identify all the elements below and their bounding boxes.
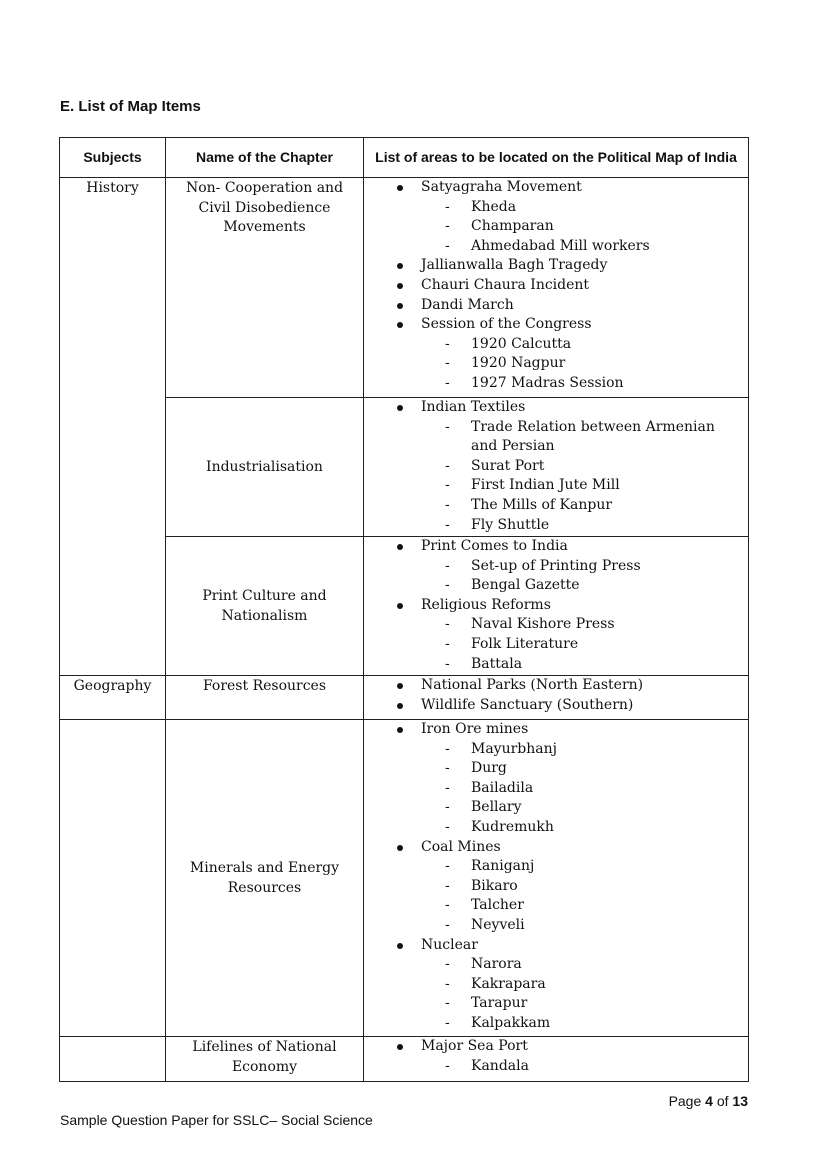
sub-item	[445, 217, 740, 237]
page-current: 4	[705, 1093, 713, 1109]
list-item	[364, 178, 748, 256]
list-item	[364, 315, 748, 393]
dash-icon: -	[445, 897, 450, 914]
sub-item-label: Narora	[471, 956, 522, 973]
dash-icon: -	[445, 916, 450, 933]
item-label: Print Comes to India	[421, 538, 568, 554]
header-areas: List of areas to be located on the Political Map of India	[364, 138, 749, 178]
list-item	[364, 398, 748, 535]
subject-cell: Geography	[60, 676, 166, 720]
sub-item	[445, 237, 740, 257]
list-item	[364, 838, 748, 936]
chapter-cell: Print Culture and Nationalism	[166, 537, 364, 676]
sub-item	[445, 335, 740, 355]
sub-item-label: Folk Literature	[471, 635, 579, 652]
bullet-icon	[397, 603, 403, 609]
sub-item	[445, 418, 740, 457]
list-item	[364, 596, 748, 674]
sub-item-label: Naval Kishore Press	[471, 616, 615, 633]
bullet-icon	[397, 943, 403, 949]
sub-item	[445, 576, 740, 596]
sub-item	[445, 955, 740, 975]
dash-icon: -	[445, 457, 450, 474]
subject-cell	[60, 720, 166, 1037]
list-item	[364, 936, 748, 1034]
item-label: Chauri Chaura Incident	[421, 276, 590, 293]
bullet-icon	[397, 703, 403, 709]
sub-item-label: 1920 Calcutta	[471, 335, 572, 352]
dash-icon: -	[445, 418, 450, 435]
sub-item	[445, 916, 740, 936]
sub-item	[445, 374, 740, 394]
dash-icon: -	[445, 655, 450, 672]
sub-item-label: Durg	[471, 760, 507, 777]
bullet-icon	[397, 263, 403, 269]
bullet-icon	[397, 405, 403, 411]
sub-item	[445, 198, 740, 218]
item-label: Satyagraha Movement	[421, 179, 582, 195]
sub-item	[445, 896, 740, 916]
item-label: Religious Reforms	[421, 596, 551, 613]
header-subjects: Subjects	[60, 138, 166, 178]
sub-item	[445, 496, 740, 516]
list-item	[364, 676, 748, 696]
sub-item	[445, 975, 740, 995]
areas-cell	[364, 720, 749, 1037]
dash-icon: -	[445, 1014, 450, 1031]
subject-cell: History	[60, 178, 166, 676]
areas-cell	[364, 1037, 749, 1082]
dash-icon: -	[445, 374, 450, 391]
sub-item-label: Talcher	[471, 897, 524, 914]
table-row	[60, 178, 749, 398]
sub-item-label: The Mills of Kanpur	[471, 496, 613, 513]
sub-item	[445, 759, 740, 779]
dash-icon: -	[445, 237, 450, 254]
dash-icon: -	[445, 877, 450, 894]
bullet-icon	[397, 544, 403, 550]
areas-cell	[364, 537, 749, 676]
list-item	[364, 696, 748, 716]
sub-item	[445, 740, 740, 760]
dash-icon: -	[445, 557, 450, 574]
dash-icon: -	[445, 779, 450, 796]
sub-item	[445, 354, 740, 374]
sub-item-label: Neyveli	[471, 916, 525, 933]
dash-icon: -	[445, 975, 450, 992]
areas-cell	[364, 676, 749, 720]
dash-icon: -	[445, 355, 450, 372]
map-items-table	[59, 137, 749, 1082]
dash-icon: -	[445, 218, 450, 235]
chapter-cell: Forest Resources	[166, 676, 364, 720]
sub-item	[445, 635, 740, 655]
sub-item	[445, 615, 740, 635]
table-row	[60, 1037, 749, 1082]
sub-item-label: 1920 Nagpur	[471, 355, 566, 372]
bullet-icon	[397, 303, 403, 309]
areas-cell	[364, 178, 749, 398]
sub-item	[445, 818, 740, 838]
dash-icon: -	[445, 635, 450, 652]
bullet-icon	[397, 683, 403, 689]
page-total: 13	[732, 1093, 748, 1109]
sub-item-label: Battala	[471, 655, 523, 672]
item-label: Wildlife Sanctuary (Southern)	[421, 696, 634, 713]
sub-item	[445, 1057, 740, 1077]
page-number: Page 4 of 13	[668, 1093, 748, 1109]
bullet-icon	[397, 845, 403, 851]
list-item	[364, 296, 748, 316]
sub-item-label: Raniganj	[471, 858, 535, 875]
areas-cell	[364, 398, 749, 537]
chapter-cell: Lifelines of National Economy	[166, 1037, 364, 1082]
dash-icon: -	[445, 577, 450, 594]
dash-icon: -	[445, 516, 450, 533]
sub-item-label: Champaran	[471, 218, 554, 235]
item-label: Nuclear	[421, 936, 478, 953]
item-label: Session of the Congress	[421, 316, 592, 333]
sub-item-label: Kudremukh	[471, 818, 554, 835]
bullet-icon	[397, 283, 403, 289]
sub-item-label: Bengal Gazette	[471, 577, 580, 594]
list-item	[364, 276, 748, 296]
sub-item-label: 1927 Madras Session	[471, 374, 624, 391]
sub-item-label: First Indian Jute Mill	[471, 477, 620, 494]
dash-icon: -	[445, 616, 450, 633]
dash-icon: -	[445, 198, 450, 215]
dash-icon: -	[445, 858, 450, 875]
item-label: Jallianwalla Bagh Tragedy	[421, 257, 608, 274]
dash-icon: -	[445, 477, 450, 494]
chapter-cell: Minerals and Energy Resources	[166, 720, 364, 1037]
item-label: Indian Textiles	[421, 399, 526, 415]
sub-item	[445, 798, 740, 818]
paper-title: Sample Question Paper for SSLC– Social Science	[60, 1112, 373, 1128]
list-item	[364, 720, 748, 838]
table-header-row	[60, 138, 749, 178]
sub-item-label: Fly Shuttle	[471, 516, 550, 533]
sub-item-label: Kalpakkam	[471, 1014, 551, 1031]
chapter-cell: Non- Cooperation and Civil Disobedience Movements	[166, 178, 364, 398]
bullet-icon	[397, 727, 403, 733]
bullet-icon	[397, 185, 403, 191]
sub-item-label: Kheda	[471, 198, 517, 215]
dash-icon: -	[445, 995, 450, 1012]
sub-item	[445, 1014, 740, 1034]
dash-icon: -	[445, 799, 450, 816]
sub-item-label: Tarapur	[471, 995, 528, 1012]
dash-icon: -	[445, 760, 450, 777]
dash-icon: -	[445, 335, 450, 352]
sub-item	[445, 779, 740, 799]
item-label: Major Sea Port	[421, 1038, 528, 1054]
sub-item-label: Kakrapara	[471, 975, 546, 992]
sub-item-label: Bellary	[471, 799, 522, 816]
bullet-icon	[397, 322, 403, 328]
table-row	[60, 676, 749, 720]
sub-item-label: Set-up of Printing Press	[471, 557, 641, 574]
list-item	[364, 1037, 748, 1076]
item-label: Coal Mines	[421, 838, 501, 855]
sub-item	[445, 557, 740, 577]
sub-item	[445, 857, 740, 877]
sub-item	[445, 476, 740, 496]
sub-item-label: Bikaro	[471, 877, 518, 894]
sub-item	[445, 457, 740, 477]
sub-item	[445, 877, 740, 897]
sub-item-label: Bailadila	[471, 779, 534, 796]
sub-item	[445, 655, 740, 675]
item-label: National Parks (North Eastern)	[421, 677, 644, 693]
chapter-cell: Industrialisation	[166, 398, 364, 537]
sub-item-label: Kandala	[471, 1057, 529, 1074]
sub-item-label: Mayurbhanj	[471, 740, 557, 757]
table-row	[60, 720, 749, 1037]
header-chapter: Name of the Chapter	[166, 138, 364, 178]
dash-icon: -	[445, 818, 450, 835]
section-title: E. List of Map Items	[60, 98, 201, 115]
sub-item	[445, 994, 740, 1014]
dash-icon: -	[445, 496, 450, 513]
sub-item-label: Surat Port	[471, 457, 545, 474]
dash-icon: -	[445, 740, 450, 757]
item-label: Dandi March	[421, 296, 514, 313]
subject-cell	[60, 1037, 166, 1082]
item-label: Iron Ore mines	[421, 721, 529, 737]
dash-icon: -	[445, 1057, 450, 1074]
dash-icon: -	[445, 956, 450, 973]
list-item	[364, 256, 748, 276]
sub-item	[445, 516, 740, 536]
sub-item-label: Ahmedabad Mill workers	[471, 237, 650, 254]
sub-item-label: Trade Relation between Armenian and Persian	[471, 418, 715, 455]
bullet-icon	[397, 1044, 403, 1050]
list-item	[364, 537, 748, 596]
